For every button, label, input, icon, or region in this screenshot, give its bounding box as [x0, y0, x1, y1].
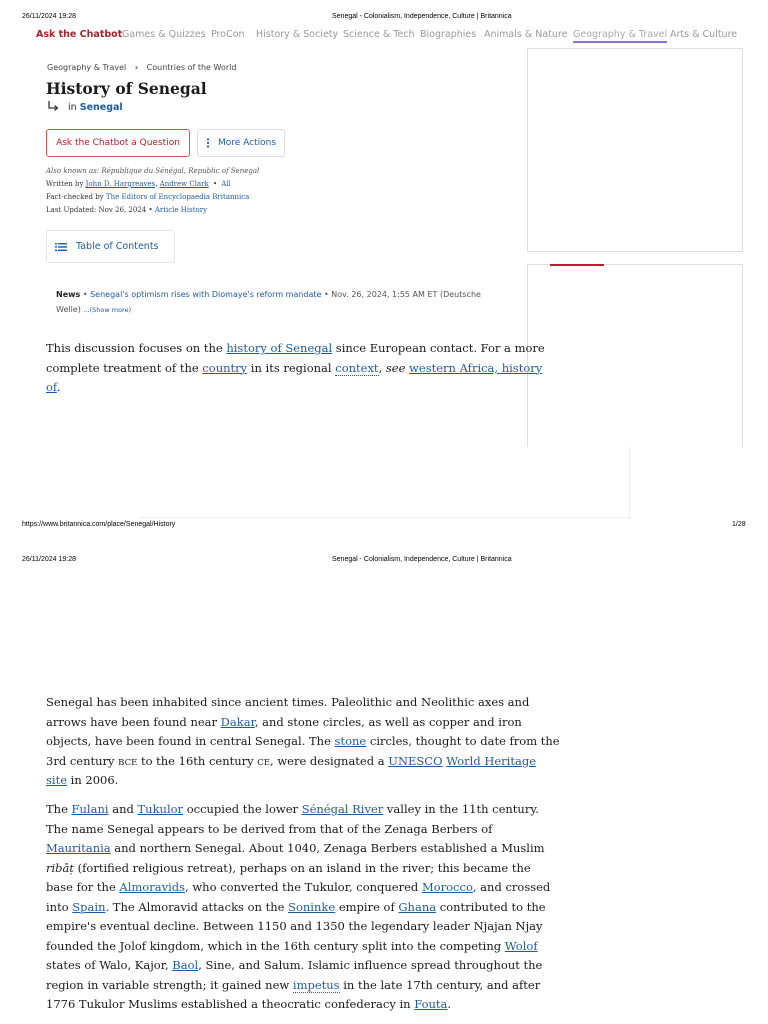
- context-link[interactable]: context: [335, 360, 379, 375]
- print-page-title-p2: Senegal - Colonialism, Independence, Culture | Britannica: [332, 556, 512, 563]
- paragraph-fulani-tukulor: [46, 802, 551, 1017]
- author-link-clark[interactable]: Andrew Clark: [159, 180, 209, 188]
- p2-line: base for the Almoravids, who converted the Tukulor, conquered Morocco, and crossed: [46, 880, 551, 894]
- nav-procon[interactable]: ProCon: [211, 29, 245, 40]
- p1-line: Senegal has been inhabited since ancient times. Paleolithic and Neolithic axes and: [46, 695, 530, 709]
- breadcrumb-separator-icon: ›: [134, 63, 139, 72]
- mauritania-link[interactable]: Mauritania: [46, 841, 111, 855]
- show-more-link[interactable]: ...(Show more): [83, 306, 132, 314]
- news-label: News: [56, 290, 81, 299]
- ad-accent-mark: [550, 264, 604, 266]
- list-icon: [55, 242, 67, 252]
- breadcrumb-geography-travel[interactable]: Geography & Travel: [47, 63, 127, 72]
- news-source-cont: Welle): [56, 305, 81, 314]
- last-updated-label: Last Updated: Nov 26, 2024: [46, 206, 147, 214]
- p2-line: region in variable strength; it gained new impetus in the late 17th century, and after: [46, 977, 541, 992]
- last-updated-line: Last Updated: Nov 26, 2024 • Article History: [46, 206, 208, 214]
- p1-line: 3rd century BCE to the 16th century CE, were designated a UNESCO World Heritage: [46, 753, 536, 768]
- fact-checked-label: Fact-checked by: [46, 193, 104, 201]
- world-heritage-link[interactable]: World Heritage: [446, 753, 536, 768]
- morocco-link[interactable]: Morocco: [421, 880, 473, 894]
- all-authors-link[interactable]: All: [221, 180, 231, 188]
- parent-article-line: [47, 101, 123, 113]
- nav-geography-travel[interactable]: Geography & Travel: [573, 29, 667, 43]
- article-history-link[interactable]: Article History: [154, 206, 208, 214]
- more-actions-label: More Actions: [217, 138, 277, 148]
- country-link[interactable]: country: [202, 360, 248, 375]
- tukulor-link[interactable]: Tukulor: [137, 802, 184, 816]
- nav-biographies[interactable]: Biographies: [420, 29, 477, 40]
- table-of-contents-button[interactable]: [46, 230, 175, 263]
- print-page-title: Senegal - Colonialism, Independence, Culture | Britannica: [332, 13, 512, 20]
- p1-line: site in 2006.: [46, 773, 119, 787]
- fact-checker-link[interactable]: The Editors of Encyclopaedia Britannica: [105, 193, 250, 201]
- p2-line: states of Walo, Kajor, Baol, Sine, and Salum. Islamic influence spread throughout the: [46, 958, 543, 972]
- breadcrumb-countries[interactable]: Countries of the World: [146, 63, 237, 72]
- fouta-link[interactable]: Fouta: [414, 997, 448, 1011]
- nav-science-tech[interactable]: Science & Tech: [343, 29, 415, 40]
- spain-link[interactable]: Spain: [72, 899, 106, 914]
- p2-line: The Fulani and Tukulor occupied the lower Sénégal River valley in the 11th century.: [46, 802, 539, 816]
- p2-line: ribāṭ (fortified religious retreat), perhaps on an island in the river; this became the: [46, 860, 531, 875]
- nav-animals-nature[interactable]: Animals & Nature: [484, 29, 568, 40]
- unesco-link[interactable]: UNESCO: [388, 753, 443, 768]
- senegal-river-link[interactable]: Sénégal River: [301, 802, 384, 816]
- print-datetime-p2: 26/11/2024 19:28: [22, 556, 76, 563]
- ask-chatbot-button[interactable]: [46, 129, 190, 157]
- top-nav: [36, 29, 746, 45]
- impetus-link[interactable]: impetus: [292, 977, 340, 992]
- p2-line: founded the Jolof kingdom, which in the 16th century split into the competing Wolof: [46, 938, 538, 953]
- news-item: News • Senegal's optimism rises with Diomaye's reform mandate • Nov. 26, 2024, 1:55 AM ET (Deutsche Welle) ...(Show more): [56, 290, 481, 314]
- baol-link[interactable]: Baol: [172, 958, 199, 972]
- return-arrow-icon: [47, 101, 59, 112]
- p2-line: Mauritania and northern Senegal. About 1040, Zenaga Berbers established a Muslim: [46, 841, 545, 855]
- p1-line: arrows have been found near Dakar, and stone circles, as well as copper and iron: [46, 714, 522, 729]
- print-url: https://www.britannica.com/place/Senegal/History: [22, 521, 176, 528]
- in-label: in: [68, 102, 77, 113]
- print-page-number: 1/28: [732, 521, 746, 528]
- written-by-line: Written by John D. Hargreaves, Andrew Clark • All: [46, 180, 231, 188]
- toc-label: Table of Contents: [76, 241, 159, 252]
- author-link-hargreaves[interactable]: John D. Hargreaves: [85, 180, 156, 188]
- p1-line: objects, have been found in central Senegal. The stone circles, thought to date from the: [46, 734, 560, 748]
- fact-checked-line: [46, 193, 249, 201]
- breadcrumb: [47, 63, 236, 72]
- nav-games-quizzes[interactable]: Games & Quizzes: [122, 29, 206, 40]
- nav-arts-culture[interactable]: Arts & Culture: [670, 29, 738, 40]
- western-africa-history-link-cont[interactable]: of: [46, 380, 57, 394]
- almoravids-link[interactable]: Almoravids: [119, 880, 186, 894]
- intro-line: of.: [46, 380, 61, 394]
- p2-line: 1776 Tukulor Muslims established a theocratic confederacy in Fouta.: [46, 997, 452, 1011]
- print-datetime: 26/11/2024 19:28: [22, 13, 76, 20]
- nav-ask-chatbot[interactable]: Ask the Chatbot: [36, 29, 123, 40]
- written-by-label: Written by: [46, 180, 84, 188]
- news-headline-link[interactable]: Senegal's optimism rises with Diomaye's reform mandate: [90, 290, 322, 299]
- wolof-link[interactable]: Wolof: [504, 938, 538, 953]
- soninke-link[interactable]: Soninke: [288, 899, 336, 914]
- page-footer-frame: [140, 447, 630, 518]
- news-date: • Nov. 26, 2024, 1:55 AM ET (Deutsche: [324, 290, 481, 299]
- vertical-dots-icon: [206, 138, 210, 148]
- page-title: History of Senegal: [46, 79, 207, 98]
- p2-line: empire's eventual decline. Between 1150 and 1350 the legendary leader Njajan Njay: [46, 919, 543, 933]
- stone-link[interactable]: stone: [334, 734, 367, 748]
- ghana-link[interactable]: Ghana: [398, 899, 437, 914]
- p2-line: into Spain. The Almoravid attacks on the Soninke empire of Ghana contributed to the: [46, 899, 546, 914]
- parent-article-link[interactable]: Senegal: [79, 102, 123, 113]
- ask-chatbot-button-label: Ask the Chatbot a Question: [56, 138, 180, 148]
- more-actions-button[interactable]: [197, 129, 285, 157]
- also-known-as: Also known as: République du Sénégal, Republic of Senegal: [46, 167, 260, 175]
- intro-line: This discussion focuses on the history of Senegal since European contact. For a more: [46, 341, 545, 355]
- fulani-link[interactable]: Fulani: [71, 802, 109, 816]
- nav-history-society[interactable]: History & Society: [256, 29, 339, 40]
- western-africa-history-link[interactable]: western Africa, history: [409, 360, 543, 375]
- dakar-link[interactable]: Dakar: [220, 714, 255, 729]
- world-heritage-site-link[interactable]: site: [46, 773, 68, 787]
- intro-line: complete treatment of the country in its regional context, see western Africa, history: [46, 360, 543, 375]
- intro-paragraph: [46, 341, 545, 401]
- paragraph-ancient-times: [46, 695, 560, 795]
- ad-frame-top: [527, 48, 743, 252]
- history-of-senegal-link[interactable]: history of Senegal: [226, 341, 333, 355]
- ad-frame-bottom: [527, 264, 743, 447]
- p2-line: The name Senegal appears to be derived from that of the Zenaga Berbers of: [46, 821, 493, 836]
